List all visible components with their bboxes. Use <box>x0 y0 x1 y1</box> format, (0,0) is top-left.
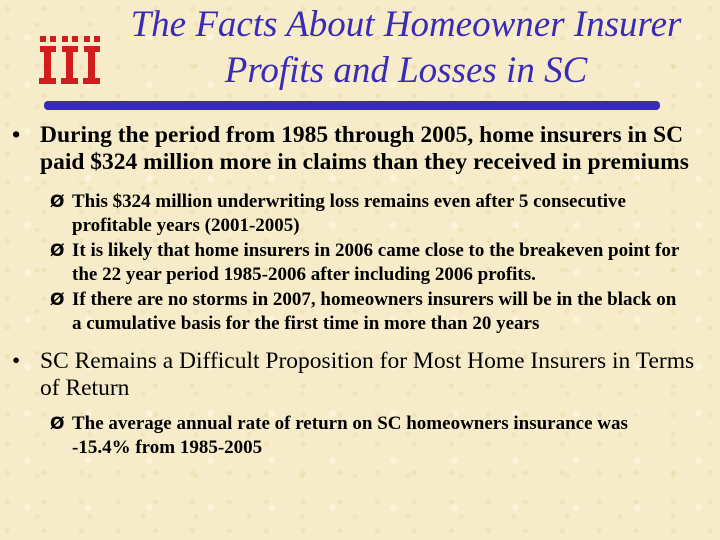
bullet-1-text: During the period from 1985 through 2005, home insurers in SC paid $324 million more in claims than they received in premiums <box>40 122 689 175</box>
arrow-bullet-icon: Ø <box>50 241 65 261</box>
sub-bullet-1-1-text: This $324 million underwriting loss remains even after 5 consecutive profitable years (2001-2005) <box>72 191 626 236</box>
sub-bullet-1-3 <box>0 288 720 336</box>
title-line-2: Profits and Losses in SC <box>224 50 588 91</box>
arrow-bullet-icon: Ø <box>50 414 65 434</box>
sub-bullet-2-1-text: The average annual rate of return on SC homeowners insurance was -15.4% from 1985-2005 <box>72 413 628 458</box>
bullet-1 <box>0 122 720 176</box>
sub-bullet-2-1 <box>0 412 720 460</box>
bullet-2 <box>0 348 720 402</box>
title-divider <box>44 101 660 110</box>
slide-body <box>0 122 720 460</box>
sub-bullet-1-1 <box>0 190 720 238</box>
arrow-bullet-icon: Ø <box>50 290 65 310</box>
bullet-2-text: SC Remains a Difficult Proposition for Most Home Insurers in Terms of Return <box>40 348 695 401</box>
sub-bullet-1-3-text: If there are no storms in 2007, homeowners insurers will be in the black on a cumulative basis for the first time in more than 20 years <box>72 289 677 334</box>
title-line-1: The Facts About Homeowner Insurer <box>130 4 682 45</box>
sub-bullet-1-2-text: It is likely that home insurers in 2006 came close to the breakeven point for the 22 year period 1985-2006 after including 2006 profits. <box>72 240 679 285</box>
bullet-dot-icon: • <box>12 348 21 374</box>
slide-title <box>96 2 716 94</box>
bullet-dot-icon: • <box>12 122 21 148</box>
iii-logo-icon <box>36 34 104 86</box>
sub-bullet-1-2 <box>0 239 720 287</box>
arrow-bullet-icon: Ø <box>50 192 65 212</box>
